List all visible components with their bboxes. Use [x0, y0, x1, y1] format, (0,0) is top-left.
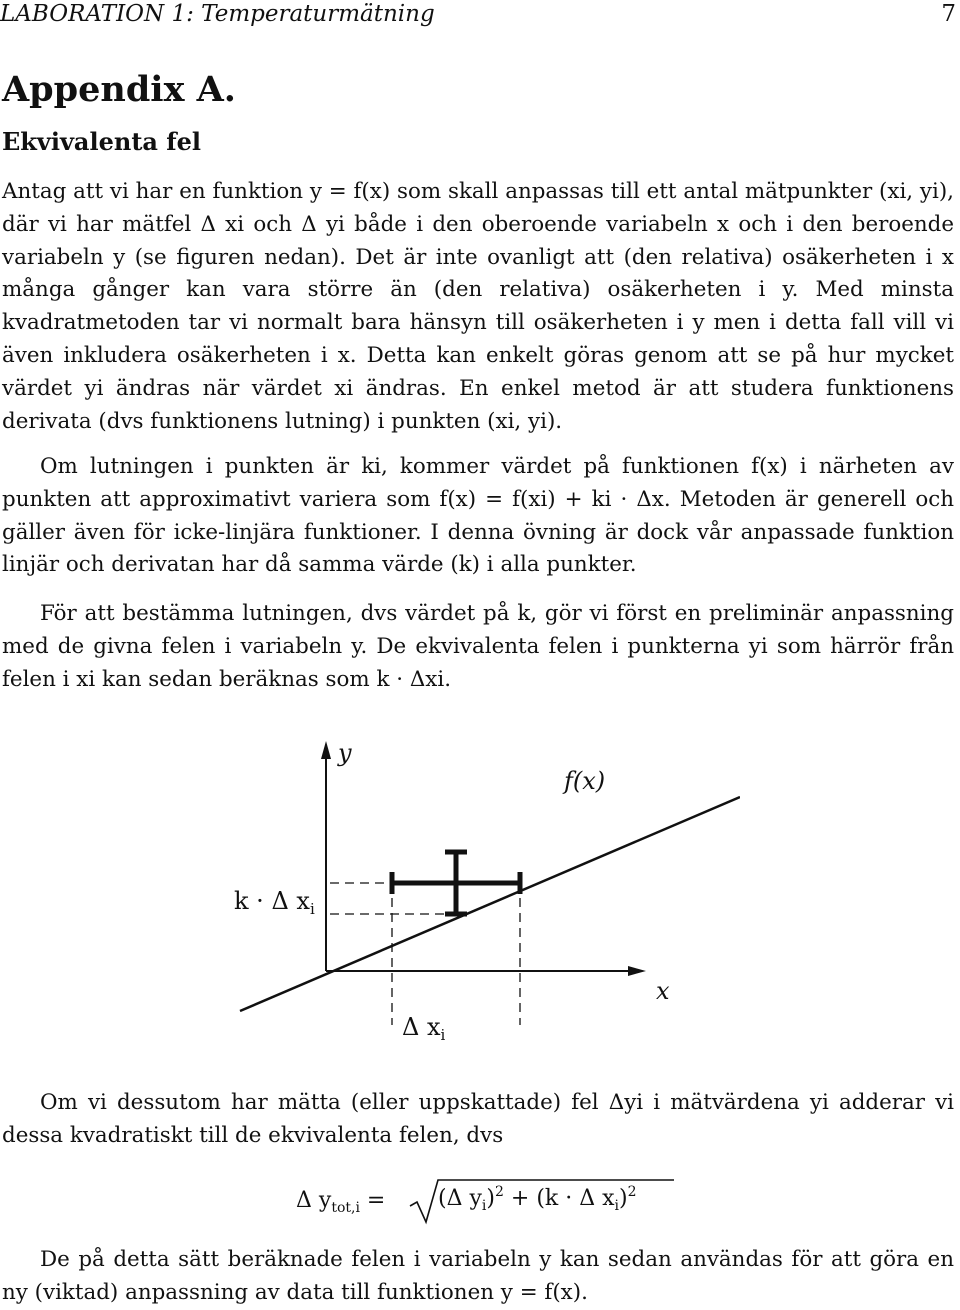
paragraph-method: För att bestämma lutningen, dvs värdet på k, gör vi först en preliminär anpassning med de givna felen i variabeln y. De ekvivalenta felen i punkterna yi som härrör från felen i xi kan sedan beräknas som k · Δxi.: [2, 601, 954, 692]
y-axis-label: y: [338, 739, 352, 767]
page-number: 7: [941, 1, 956, 27]
paragraph-slope: Om lutningen i punkten är ki, kommer värdet på funktionen f(x) i närheten av punkten att approximativt variera som f(x) = f(xi) + ki · Δx. Metoden är generell och gäller även för icke-linjära funktioner. I denna övning är dock vår anpassade funktion linjär och derivatan har då samma värde (k) i alla punkter.: [2, 454, 954, 578]
radicand-part-2: ): [486, 1186, 495, 1211]
radicand-part-4: ): [619, 1186, 628, 1211]
function-label: f(x): [564, 767, 606, 795]
section-title: Appendix A.: [2, 69, 236, 110]
equals-sign: =: [366, 1188, 386, 1213]
radicand-sub-2: i: [614, 1198, 619, 1214]
lhs-text: Δ y: [296, 1188, 332, 1213]
x-axis-arrow: [628, 966, 646, 976]
paragraph-conclusion: De på detta sätt beräknade felen i variabeln y kan sedan användas för att göra en ny (viktad) anpassning av data till funktionen y = f(x).: [2, 1247, 954, 1305]
radicand-sup-2: 2: [627, 1184, 637, 1200]
radicand-sub-1: i: [481, 1198, 487, 1214]
equation-radicand: [438, 1184, 637, 1214]
delta-x-text: Δ x: [402, 1013, 441, 1041]
running-title: LABORATION 1: Temperaturmätning: [0, 1, 435, 27]
lhs-subscript: tot,i: [331, 1200, 360, 1216]
y-axis-arrow: [321, 741, 331, 759]
radicand-sup-1: 2: [494, 1184, 504, 1200]
subsection-title: Ekvivalenta fel: [2, 127, 202, 156]
paragraph-add-errors: Om vi dessutom har mätta (eller uppskattade) fel Δyi i mätvärdena yi adderar vi dessa kvadratiskt till de ekvivalenta felen, dvs: [2, 1090, 954, 1148]
delta-x-subscript: i: [440, 1026, 446, 1044]
delta-x-label: [402, 1013, 446, 1044]
paragraph-intro: Antag att vi har en funktion y = f(x) som skall anpassas till ett antal mätpunkter (xi, yi), där vi har mätfel Δ xi och Δ yi både i den oberoende variabeln x och i den beroende variabeln y (se figuren nedan). Det är inte ovanligt att (den relativa) osäkerheten i x många gånger kan vara större än (den relativa) osäkerheten i y. Med minsta kvadratmetoden tar vi normalt bara hänsyn till osäkerheten i y men i detta fall vill vi även inkludera osäkerheten i x. Detta kan enkelt göras genom att se på hur mycket värdet yi ändras när värdet xi ändras. En enkel metod är att studera funktionens derivata (dvs funktionens lutning) i punkten (xi, yi).: [2, 179, 954, 434]
equation-lhs: [296, 1188, 386, 1216]
error-figure: [220, 735, 740, 1045]
radicand-part-3: + (k · Δ x: [503, 1186, 615, 1211]
total-error-equation: [296, 1176, 676, 1226]
dx-text: Δ x: [271, 887, 310, 915]
running-header: [0, 0, 956, 30]
x-axis-label: x: [656, 977, 670, 1005]
dx-subscript: i: [309, 900, 315, 918]
k-dx-label: [234, 887, 315, 918]
k-dot-text: k ·: [234, 887, 264, 915]
radicand-part-1: (Δ y: [438, 1186, 482, 1211]
